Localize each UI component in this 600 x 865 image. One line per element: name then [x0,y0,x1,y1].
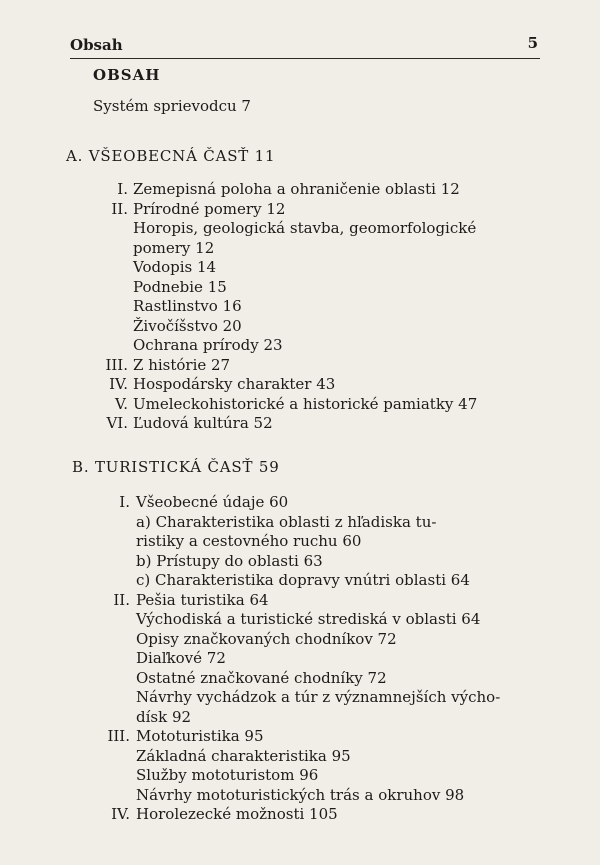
running-head-title: Obsah [70,36,123,54]
toc-entry-text: Zemepisná poloha a ohraničenie oblasti 12 [133,180,460,198]
running-head [70,34,540,59]
toc-entry-text: Pešia turistika 64 [136,590,269,609]
toc-entry-number: IV. [111,805,130,823]
toc-entry-number: I. [119,493,130,511]
toc-entry-text: Všeobecné údaje 60 [136,493,289,511]
toc-entry-text: Rastlinstvo 16 [133,297,242,315]
toc-entry-text: Ostatné značkované chodníky 72 [136,668,387,687]
toc-entry-number: IV. [109,375,128,393]
toc-entry-text: Prírodné pomery 12 [133,199,286,218]
toc-entry-number: II. [113,590,130,609]
toc-entry-text: Podnebie 15 [133,277,227,296]
toc-intro: Systém sprievodcu 7 [93,97,251,115]
toc-entry-number: V. [115,394,128,413]
page-number: 5 [527,34,538,52]
toc-entry-text: Umeleckohistorické a historické pamiatky 47 [133,394,478,413]
toc-entry-text: Východiská a turistické strediská v oblasti 64 [136,610,481,628]
toc-entry-text: ristiky a cestovného ruchu 60 [136,532,362,550]
toc-entry-text: Ochrana prírody 23 [133,336,283,354]
toc-entry-text: pomery 12 [133,238,215,257]
toc-entry-number: VI. [106,414,128,432]
toc-entry-text: Mototuristika 95 [136,727,264,745]
toc-entry-text: Hospodársky charakter 43 [133,375,336,393]
toc-entry-text: a) Charakteristika oblasti z hľadiska tu- [136,512,437,531]
toc-entry-text: Živočíšstvo 20 [133,316,242,335]
toc-entry-number: III. [105,355,128,374]
toc-entry-text: Horopis, geologická stavba, geomorfologické [133,219,477,237]
toc-title: OBSAH [93,66,161,84]
toc-entry-text: Z histórie 27 [133,355,231,374]
toc-entry-text: Ľudová kultúra 52 [133,414,273,432]
section-a-title: A. VŠEOBECNÁ ČASŤ 11 [66,147,276,165]
toc-entry-number: III. [107,727,130,745]
toc-entry-number: I. [117,180,128,198]
toc-entry-text: Vodopis 14 [133,258,217,276]
toc-entry-text: Návrhy mototuristických trás a okruhov 98 [136,785,465,804]
toc-entry-text: c) Charakteristika dopravy vnútri oblasti 64 [136,571,470,589]
toc-entry-text: Horolezecké možnosti 105 [136,805,338,823]
toc-entry-text: Opisy značkovaných chodníkov 72 [136,629,397,648]
toc-entry-text: Návrhy vychádzok a túr z významnejších výcho- [136,688,501,706]
section-b-title: B. TURISTICKÁ ČASŤ 59 [72,458,280,476]
toc-entry-text: Diaľkové 72 [136,649,226,667]
toc-entry-text: dísk 92 [136,707,192,726]
toc-entry-text: b) Prístupy do oblasti 63 [136,551,323,570]
toc-entry-number: II. [111,199,128,218]
toc-entry-text: Služby mototuristom 96 [136,766,319,784]
toc-entry-text: Základná charakteristika 95 [136,746,351,765]
